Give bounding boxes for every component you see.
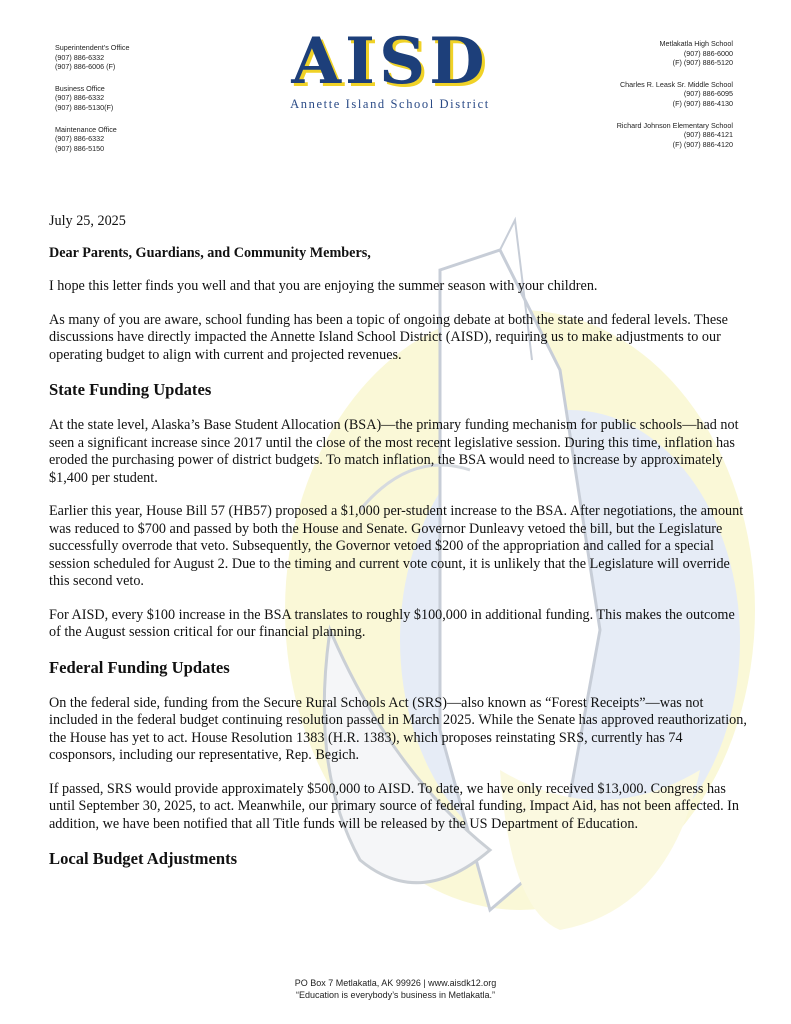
- contact-superintendent: [55, 43, 129, 72]
- contact-title: Superintendent’s Office: [55, 43, 130, 52]
- contact-maintenance: [55, 125, 129, 154]
- footer-address: PO Box 7 Metlakatla, AK 99926 | www.aisdk12.org: [294, 978, 497, 988]
- contact-phone: (907) 886-4121: [683, 130, 733, 140]
- district-logo: [270, 24, 510, 112]
- contact-fax: (907) 886-5130(F): [55, 102, 114, 112]
- header-left-contacts: [55, 43, 129, 165]
- contact-fax: (907) 886-6006 (F): [55, 62, 116, 72]
- letter-date: July 25, 2025: [49, 213, 126, 229]
- local-budget-heading: Local Budget Adjustments: [49, 849, 238, 868]
- contact-fax: (F) (907) 886-5120: [672, 58, 733, 68]
- letterhead-footer: [0, 977, 791, 1001]
- contact-title: Business Office: [55, 83, 105, 93]
- letter-body: [49, 213, 749, 886]
- footer-motto: “Education is everybody’s business in Metlakatla.”: [296, 990, 495, 1000]
- contact-phone: (907) 886-6000: [683, 48, 733, 58]
- contact-fax: (F) (907) 886-4130: [672, 98, 733, 108]
- logo-wordmark: AISD: [291, 24, 489, 99]
- state-funding-heading: State Funding Updates: [49, 380, 212, 399]
- header-right-contacts: [617, 39, 733, 161]
- contact-phone: (907) 886-6095: [683, 89, 733, 99]
- contact-fax: (F) (907) 886-4120: [672, 139, 733, 149]
- contact-title: Charles R. Leask Sr. Middle School: [619, 79, 733, 89]
- intro-paragraph: I hope this letter finds you well and that you are enjoying the summer season with your children.: [49, 278, 598, 294]
- contact-title: Richard Johnson Elementary School: [616, 120, 733, 130]
- letter-salutation: Dear Parents, Guardians, and Community Members,: [49, 244, 371, 261]
- state-paragraph: Earlier this year, House Bill 57 (HB57) proposed a $1,000 per-student increase to the BSA. After negotiations, the amount was reduced to $700 and passed by both the House and Senate. Governor Dunleavy vetoed the bill, but the Legislature successfully overrode that veto. Subsequently, the Governor vetoed $200 of the appropriation and called for a special session scheduled for August 2. Due to the timing and current vote count, it is unlikely that the Legislature will override this second veto.: [49, 503, 744, 589]
- federal-paragraph: On the federal side, funding from the Secure Rural Schools Act (SRS)—also known as “Forest Receipts”—was not included in the federal budget continuing resolution passed in March 2025. While the Senate has approved reauthorization, the House has yet to act. House Resolution 1383 (H.R. 1383), which proposes reinstating SRS, currently has 74 cosponsors, including our representative, Rep. Begich.: [49, 694, 747, 763]
- contact-phone: (907) 886-6332: [55, 52, 105, 62]
- federal-paragraph: If passed, SRS would provide approximately $500,000 to AISD. To date, we have only received $13,000. Congress has until September 30, 2025, to act. Meanwhile, our primary source of federal funding, Impact Aid, has not been affected. In addition, we have been notified that all Title funds will be released by the US Department of Education.: [49, 780, 739, 832]
- contact-title: Maintenance Office: [55, 124, 117, 134]
- contact-middle-school: [617, 80, 733, 109]
- contact-phone: (907) 886-6332: [55, 134, 105, 144]
- federal-funding-heading: Federal Funding Updates: [49, 657, 230, 677]
- state-paragraph: At the state level, Alaska’s Base Student Allocation (BSA)—the primary funding mechanism for public schools—had not seen a significant increase since 2017 until the close of the most recent legislative session. During this time, inflation has eroded the purchasing power of district budgets. To match inflation, the BSA would need to increase by approximately $1,400 per student.: [49, 417, 739, 486]
- contact-title: Metlakatla High School: [659, 39, 733, 48]
- contact-elementary-school: [617, 121, 733, 150]
- contact-fax: (907) 886-5150: [55, 143, 105, 153]
- state-paragraph: For AISD, every $100 increase in the BSA translates to roughly $100,000 in additional funding. This makes the outcome of the August session critical for our financial planning.: [49, 606, 735, 640]
- contact-business: [55, 84, 129, 113]
- contact-high-school: [617, 39, 733, 68]
- contact-phone: (907) 886-6332: [55, 93, 105, 103]
- intro-paragraph: As many of you are aware, school funding has been a topic of ongoing debate at both the state and federal levels. These discussions have directly impacted the Annette Island School District (AISD), requiring us to make adjustments to our operating budget to align with current and projected revenues.: [49, 311, 728, 363]
- logo-subtitle: Annette Island School District: [290, 97, 490, 111]
